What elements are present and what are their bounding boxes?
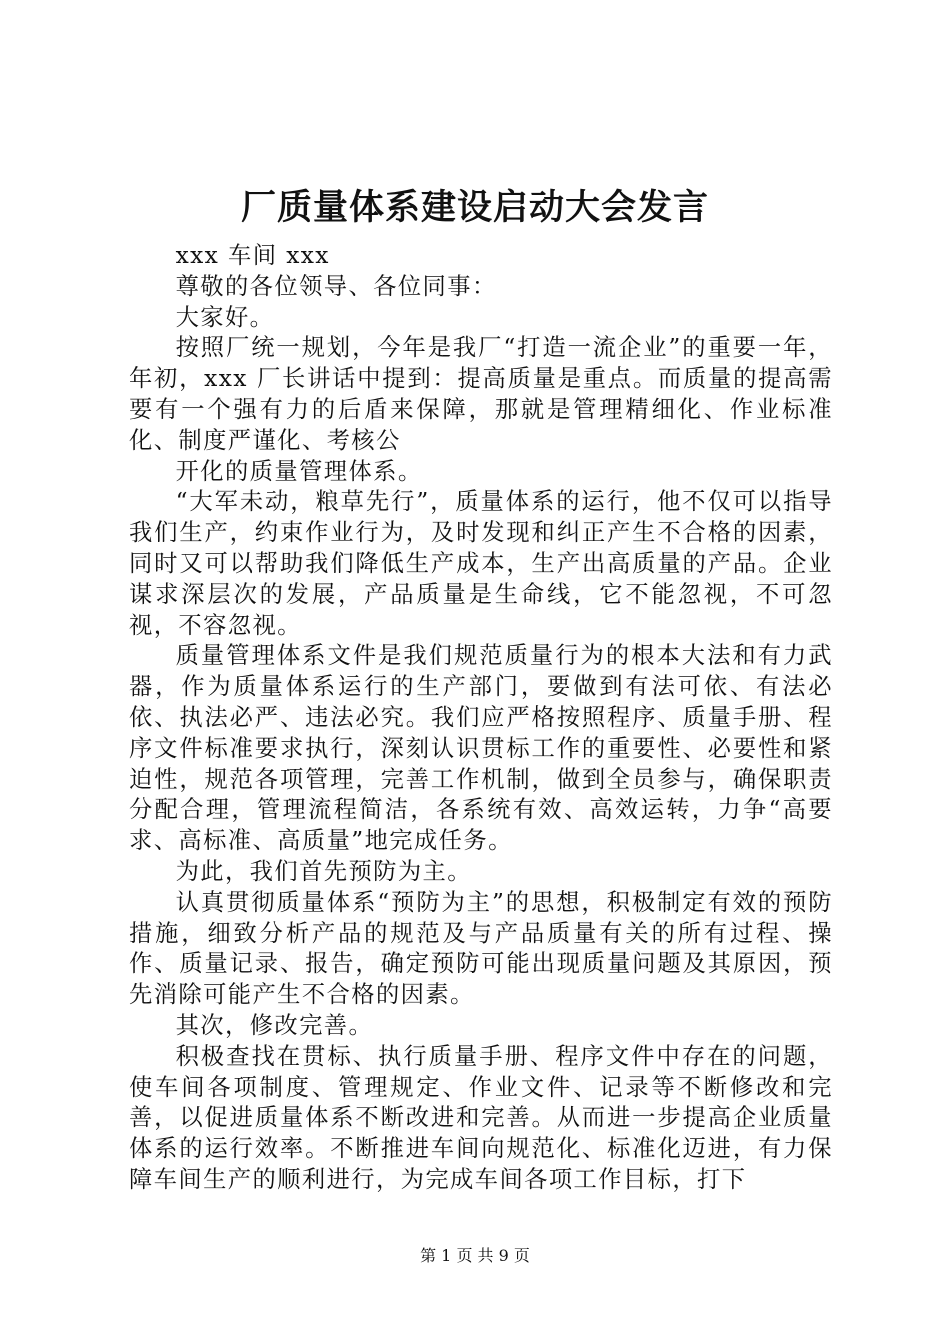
paragraph: 积极查找在贯标、执行质量手册、程序文件中存在的问题，使车间各项制度、管理规定、作业文件、记录等不断修改和完善，以促进质量体系不断改进和完善。从而进一步提高企业质量体系的运行效率。不断推进车间向规范化、标准化迈进，有力保障车间生产的顺利进行，为完成车间各项工作目标，打下	[129, 1042, 833, 1193]
salutation: 尊敬的各位领导、各位同事：	[175, 272, 497, 300]
paragraph: 按照厂统一规划，今年是我厂“打造一流企业”的重要一年，年初，xxx 厂长讲话中提到：提高质量是重点。而质量的提高需要有一个强有力的后盾来保障，那就是管理精细化、作业标准化、制度严谨化、考核公	[129, 334, 833, 454]
paragraph: 认真贯彻质量体系“预防为主”的思想，积极制定有效的预防措施，细致分析产品的规范及与产品质量有关的所有过程、操作、质量记录、报告，确定预防可能出现质量问题及其原因，预先消除可能产生不合格的因素。	[129, 888, 833, 1009]
document-body	[129, 241, 833, 1196]
paragraph: 其次，修改完善。	[175, 1011, 374, 1039]
paragraph: “大军未动，粮草先行”，质量体系的运行，他不仅可以指导我们生产，约束作业行为，及时发现和纠正产生不合格的因素，同时又可以帮助我们降低生产成本，生产出高质量的产品。企业谋求深层次的发展，产品质量是生命线，它不能忽视，不可忽视，不容忽视。	[129, 488, 833, 639]
paragraph: 为此，我们首先预防为主。	[175, 857, 472, 885]
document-title: 厂质量体系建设启动大会发言	[240, 187, 709, 228]
greeting: 大家好。	[175, 303, 275, 331]
page-footer: 第 1 页 共 9 页	[420, 1246, 530, 1265]
paragraph: 开化的质量管理体系。	[175, 457, 423, 485]
author-line: xxx 车间 xxx	[175, 242, 330, 269]
paragraph: 质量管理体系文件是我们规范质量行为的根本大法和有力武器，作为质量体系运行的生产部门，要做到有法可依、有法必依、执法必严、违法必究。我们应严格按照程序、质量手册、程序文件标准要求执行，深刻认识贯标工作的重要性、必要性和紧迫性，规范各项管理，完善工作机制，做到全员参与，确保职责分配合理，管理流程简洁，各系统有效、高效运转，力争“高要求、高标准、高质量”地完成任务。	[129, 642, 833, 855]
